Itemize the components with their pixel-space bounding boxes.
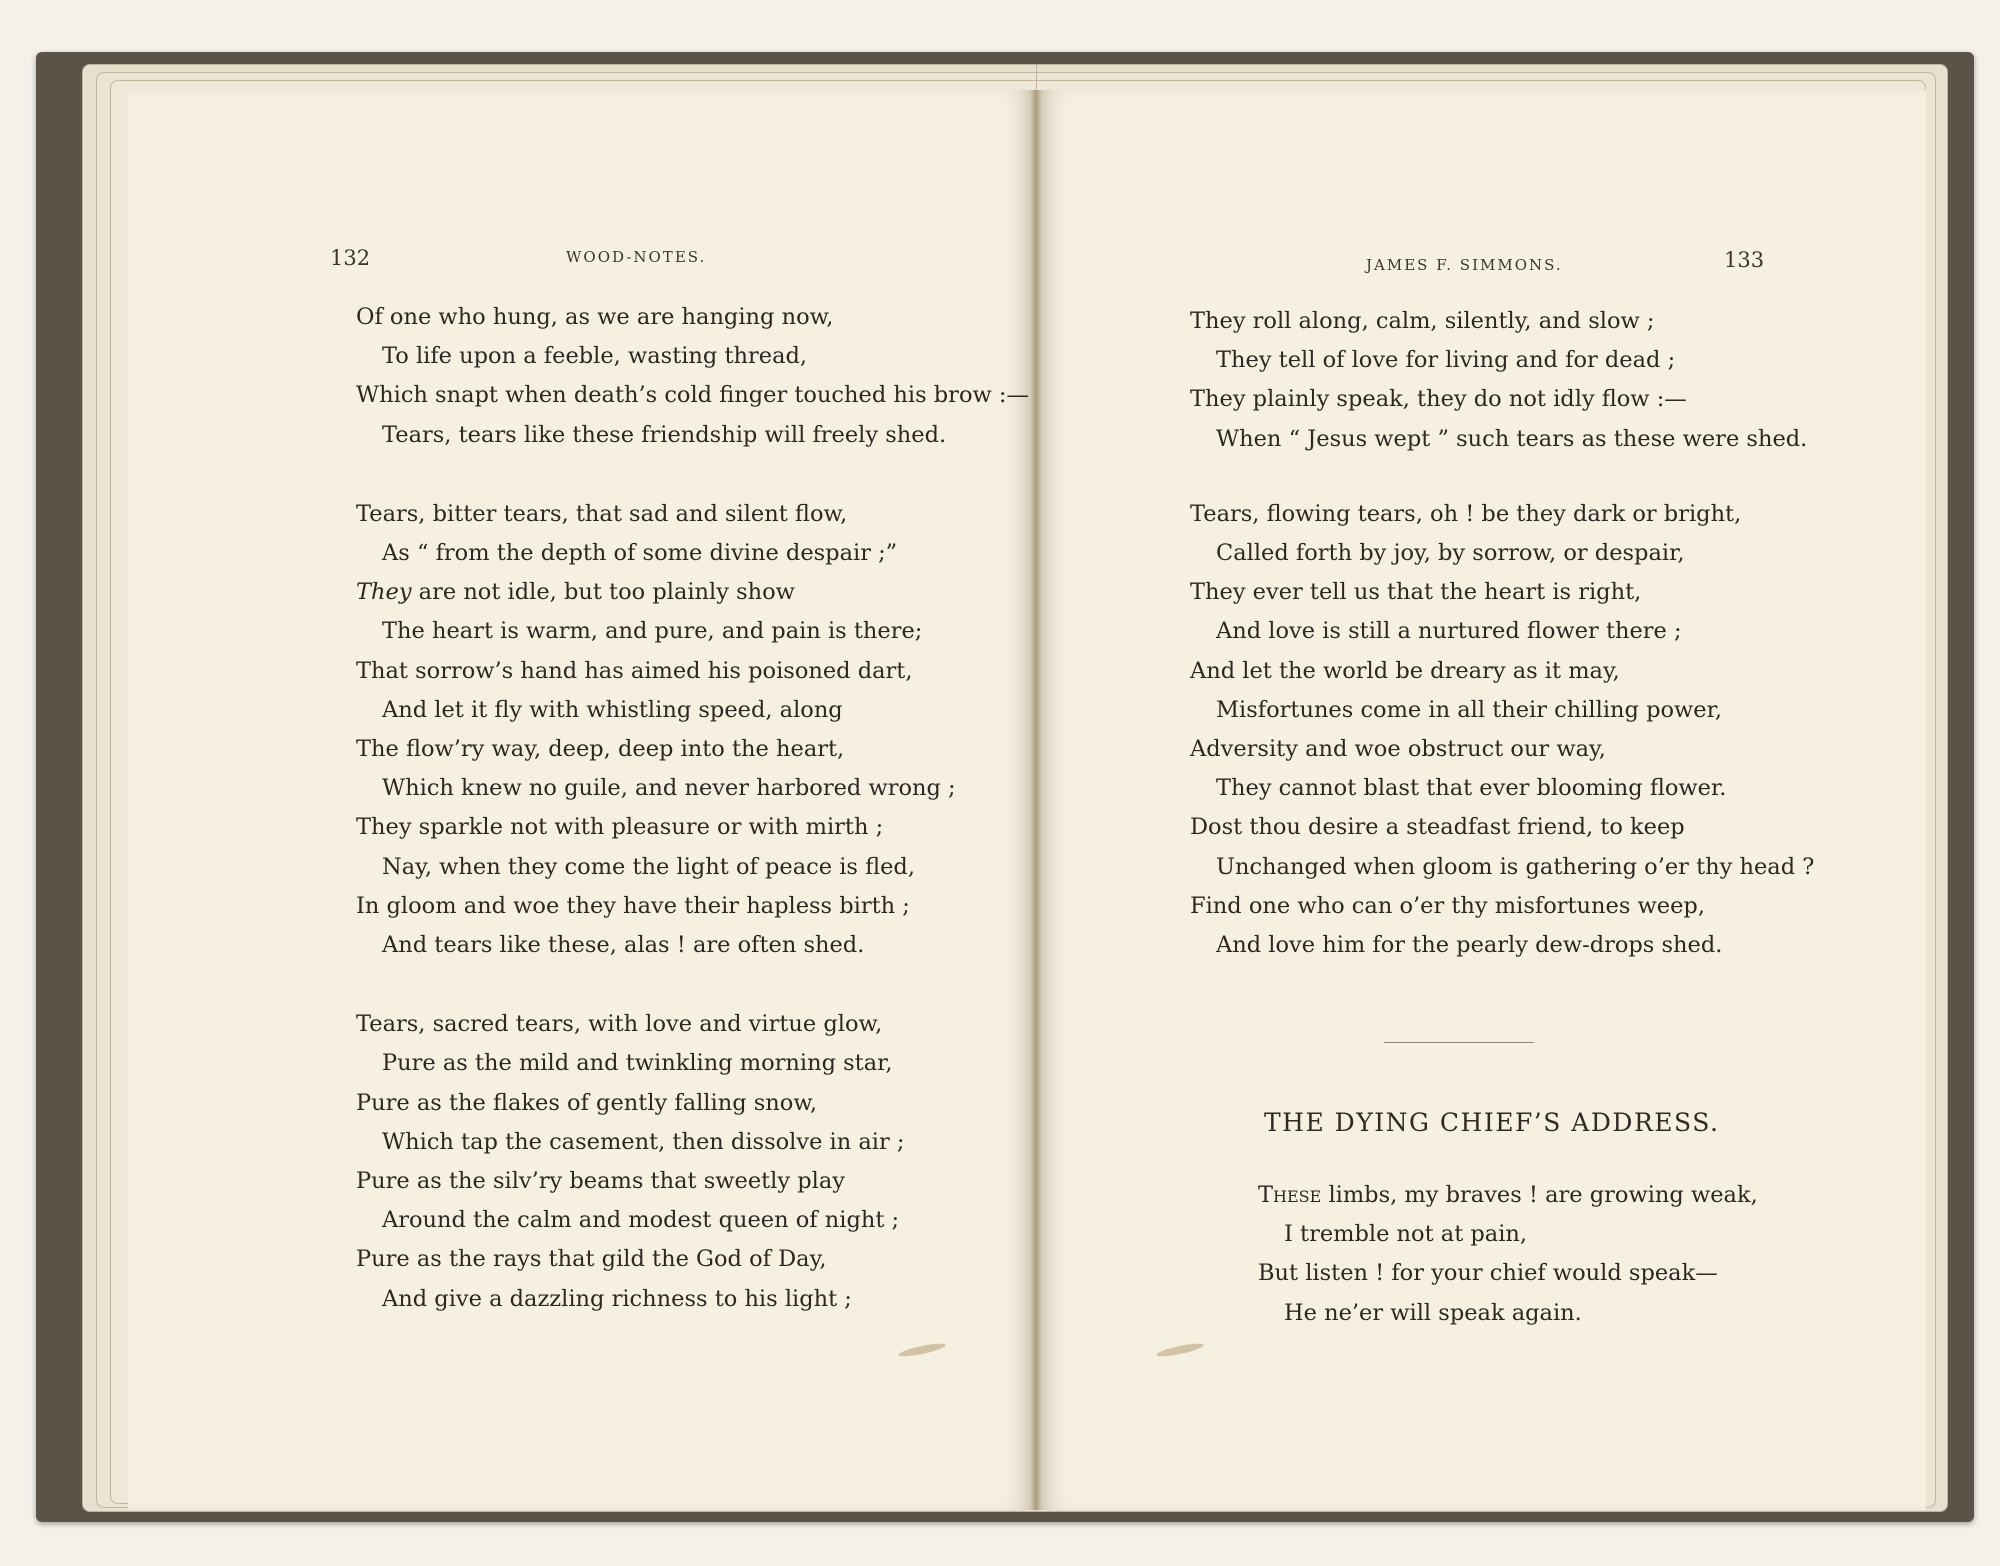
poem-line: They sparkle not with pleasure or with mirth ; bbox=[356, 814, 884, 841]
poem-line: Misfortunes come in all their chilling power, bbox=[1216, 696, 1723, 723]
poem-line: Of one who hung, as we are hanging now, bbox=[356, 304, 834, 330]
poem-line bbox=[1258, 1176, 1758, 1215]
poem-line: Called forth by joy, by sorrow, or despair, bbox=[1216, 540, 1685, 567]
poem-line-rest: limbs, my braves ! are growing weak, bbox=[1328, 1182, 1758, 1208]
right-page-number: 133 bbox=[1724, 248, 1765, 272]
poem-line: As “ from the depth of some divine despair ;” bbox=[382, 540, 898, 567]
poem-line: Find one who can o’er thy misfortunes weep, bbox=[1190, 892, 1705, 919]
poem-line: Tears, flowing tears, oh ! be they dark or bright, bbox=[1190, 500, 1742, 527]
poem-line: To life upon a feeble, wasting thread, bbox=[382, 343, 808, 370]
poem-line: Pure as the rays that gild the God of Day, bbox=[356, 1246, 827, 1273]
poem-line bbox=[356, 573, 1029, 612]
poem-line: Tears, tears like these friendship will freely shed. bbox=[382, 421, 947, 448]
poem-line: They plainly speak, they do not idly flow :— bbox=[1190, 386, 1687, 413]
section-title: THE DYING CHIEF’S ADDRESS. bbox=[1264, 1108, 1720, 1137]
poem-line: Which snapt when death’s cold finger touched his brow :— bbox=[356, 382, 1029, 409]
poem-line: Pure as the flakes of gently falling snow, bbox=[356, 1089, 818, 1116]
poem-line: And love is still a nurtured flower there ; bbox=[1216, 618, 1682, 645]
poem-line: Dost thou desire a steadfast friend, to keep bbox=[1190, 814, 1685, 841]
right-running-head: JAMES F. SIMMONS. bbox=[1366, 256, 1563, 274]
section-poem bbox=[1258, 1176, 1758, 1333]
poem-line: Tears, sacred tears, with love and virtue glow, bbox=[356, 1011, 883, 1038]
right-poem bbox=[1190, 302, 1814, 965]
poem-line: And love him for the pearly dew-drops shed. bbox=[1216, 932, 1723, 959]
poem-line: Pure as the mild and twinkling morning star, bbox=[382, 1050, 893, 1077]
left-running-head: WOOD-NOTES. bbox=[566, 248, 707, 266]
poem-line: But listen ! for your chief would speak— bbox=[1258, 1260, 1718, 1287]
poem-line: And let the world be dreary as it may, bbox=[1190, 657, 1620, 684]
poem-line: They tell of love for living and for dead ; bbox=[1216, 347, 1676, 374]
book-gutter bbox=[1030, 90, 1042, 1510]
poem-line: Nay, when they come the light of peace is fled, bbox=[382, 853, 915, 880]
poem-line: The flow’ry way, deep, deep into the heart, bbox=[356, 736, 845, 763]
poem-line: I tremble not at pain, bbox=[1284, 1221, 1528, 1248]
poem-line: They roll along, calm, silently, and slow ; bbox=[1190, 308, 1655, 334]
poem-line: Which knew no guile, and never harbored wrong ; bbox=[382, 775, 956, 802]
poem-line: Adversity and woe obstruct our way, bbox=[1190, 736, 1606, 763]
poem-line: Around the calm and modest queen of night ; bbox=[382, 1207, 900, 1234]
poem-line: They ever tell us that the heart is right, bbox=[1190, 579, 1642, 606]
poem-line: They cannot blast that ever blooming flower. bbox=[1216, 775, 1727, 802]
poem-line: And give a dazzling richness to his light ; bbox=[382, 1285, 852, 1312]
poem-line: And tears like these, alas ! are often shed. bbox=[382, 932, 865, 959]
left-poem bbox=[356, 298, 1029, 1319]
poem-line: And let it fly with whistling speed, along bbox=[382, 696, 843, 723]
poem-line: He ne’er will speak again. bbox=[1284, 1299, 1582, 1326]
poem-line: The heart is warm, and pure, and pain is there; bbox=[382, 618, 923, 645]
poem-line: Unchanged when gloom is gathering o’er thy head ? bbox=[1216, 853, 1815, 880]
poem-line: When “ Jesus wept ” such tears as these were shed. bbox=[1216, 425, 1808, 452]
section-divider bbox=[1384, 1042, 1534, 1043]
poem-line: Tears, bitter tears, that sad and silent flow, bbox=[356, 500, 848, 527]
poem-line: Pure as the silv’ry beams that sweetly play bbox=[356, 1168, 845, 1195]
poem-italic-word: They bbox=[356, 579, 412, 606]
poem-line: Which tap the casement, then dissolve in air ; bbox=[382, 1128, 905, 1155]
poem-line: That sorrow’s hand has aimed his poisoned dart, bbox=[356, 657, 913, 684]
poem-line-rest: are not idle, but too plainly show bbox=[411, 579, 795, 606]
poem-line: In gloom and woe they have their hapless birth ; bbox=[356, 892, 910, 919]
smallcaps-opening-word: These bbox=[1258, 1182, 1322, 1208]
left-page-number: 132 bbox=[330, 246, 371, 270]
